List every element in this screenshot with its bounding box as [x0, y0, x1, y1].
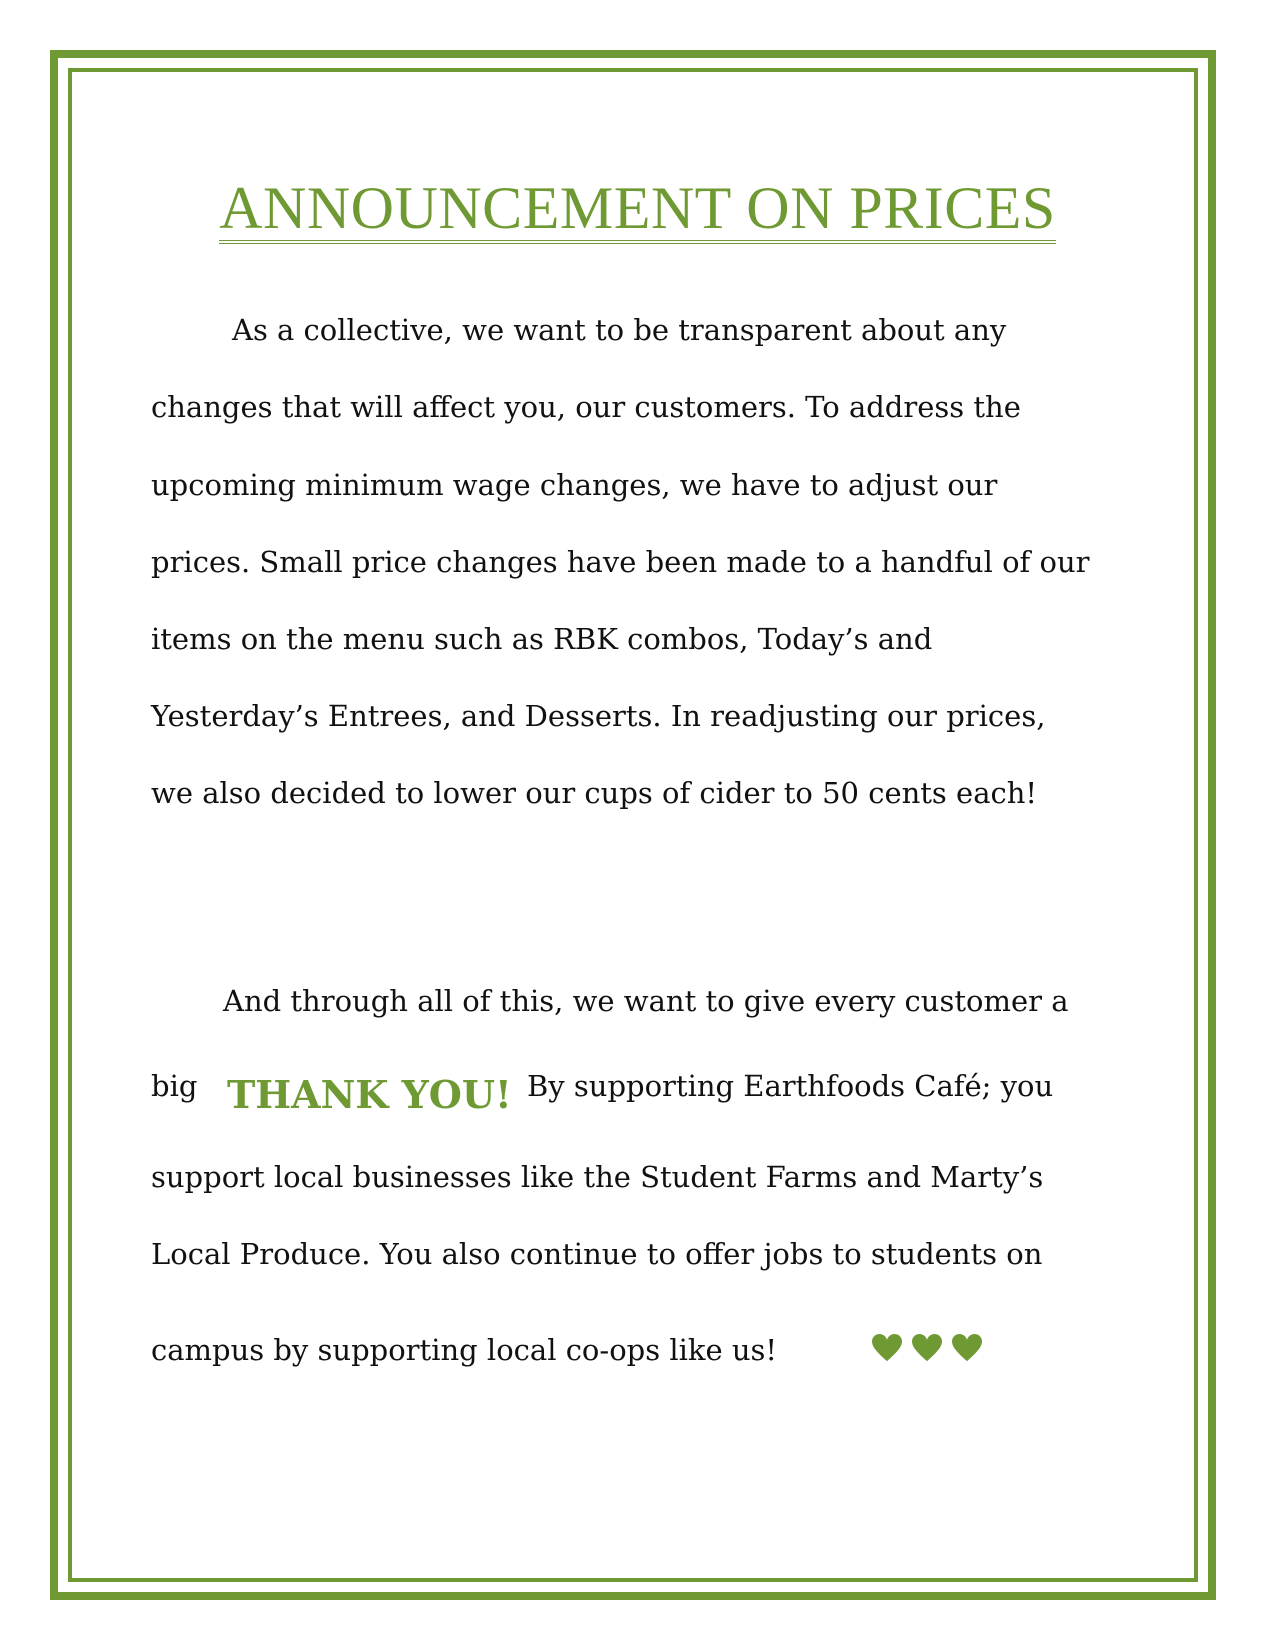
paragraph2-line-1: And through all of this, we want to give every customer a	[223, 984, 1069, 1018]
paragraph1-line-6: Yesterday’s Entrees, and Desserts. In readjusting our prices,	[151, 699, 1046, 733]
title-text: ANNOUNCEMENT ON PRICES	[219, 178, 1056, 244]
hearts-group	[872, 1333, 982, 1363]
paragraph1-line-3: upcoming minimum wage changes, we have to adjust our	[151, 468, 998, 502]
paragraph2-line-4: Local Produce. You also continue to offer jobs to students on	[151, 1237, 1043, 1271]
paragraph2-line-3: support local businesses like the Student Farms and Marty’s	[151, 1160, 1044, 1194]
heart-icon	[872, 1333, 902, 1363]
paragraph1-line-1: As a collective, we want to be transparent about any	[232, 313, 1007, 347]
paragraph2-line-5: campus by supporting local co-ops like us!	[151, 1333, 778, 1367]
paragraph1-line-7: we also decided to lower our cups of cider to 50 cents each!	[151, 776, 1038, 810]
announcement-title	[0, 175, 1275, 244]
paragraph1-line-5: items on the menu such as RBK combos, Today’s and	[151, 622, 933, 656]
paragraph1-line-2: changes that will affect you, our customers. To address the	[151, 390, 1021, 424]
paragraph2-line-2-before: big	[151, 1069, 198, 1103]
paragraph2-line-2-after: By supporting Earthfoods Café; you	[527, 1069, 1054, 1103]
heart-icon	[952, 1333, 982, 1363]
paragraph1-line-4: prices. Small price changes have been made to a handful of our	[151, 545, 1090, 579]
heart-icon	[912, 1333, 942, 1363]
thank-you-emphasis: THANK YOU!	[227, 1072, 512, 1117]
